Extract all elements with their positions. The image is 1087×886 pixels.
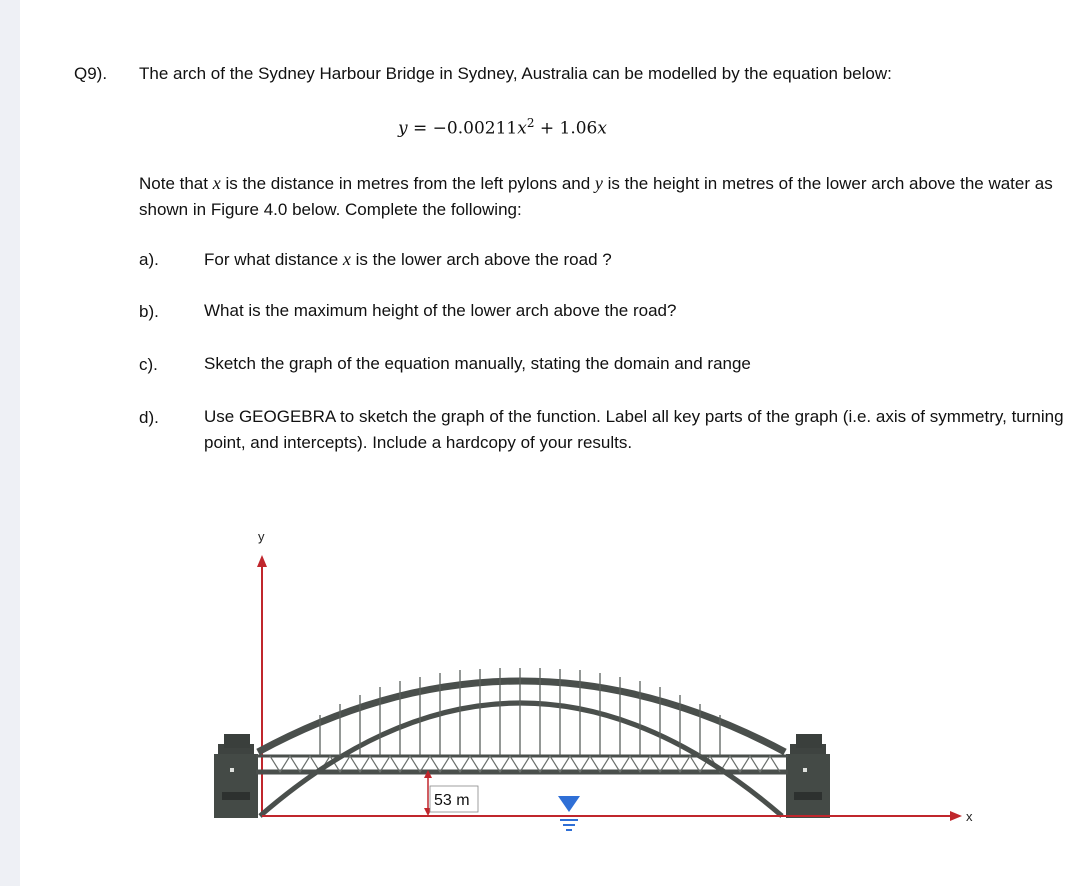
y-axis-label: y — [258, 529, 265, 544]
upper-arch — [258, 681, 785, 752]
arch-hangers — [320, 668, 720, 756]
bridge-figure — [200, 520, 980, 840]
question-intro: The arch of the Sydney Harbour Bridge in Sydney, Australia can be modelled by the equation below: — [139, 64, 892, 83]
left-pylon — [214, 734, 258, 818]
part-c-label: c). — [139, 355, 158, 374]
height-label: 53 m — [434, 792, 470, 809]
part-c-text: Sketch the graph of the equation manually, stating the domain and range — [204, 354, 751, 373]
question-number: Q9). — [74, 64, 108, 83]
water-level-icon — [558, 796, 580, 830]
part-d-label: d). — [139, 408, 159, 427]
x-axis-label: x — [966, 809, 973, 824]
part-a-label: a). — [139, 250, 159, 269]
lower-arch — [260, 703, 782, 816]
right-pylon — [786, 734, 830, 818]
part-a-text: For what distance x is the lower arch above the road ? — [204, 249, 612, 269]
part-d-text: Use GEOGEBRA to sketch the graph of the function. Label all key parts of the graph (i.e. axis of symmetry, turning point, and intercepts). Include a hardcopy of your results. — [204, 407, 1064, 452]
y-axis-arrow — [257, 555, 267, 567]
variable-note: Note that x is the distance in metres from the left pylons and y is the height in metres of the lower arch above the water as shown in Figure 4.0 below. Complete the following: — [139, 173, 1053, 219]
page-margin-strip — [0, 0, 20, 886]
part-b-label: b). — [139, 302, 159, 321]
part-b-text: What is the maximum height of the lower arch above the road? — [204, 301, 677, 320]
arch-equation: $y = -0.00211x^2 + 1.06x$ — [398, 116, 607, 139]
x-axis-arrow — [950, 811, 962, 821]
